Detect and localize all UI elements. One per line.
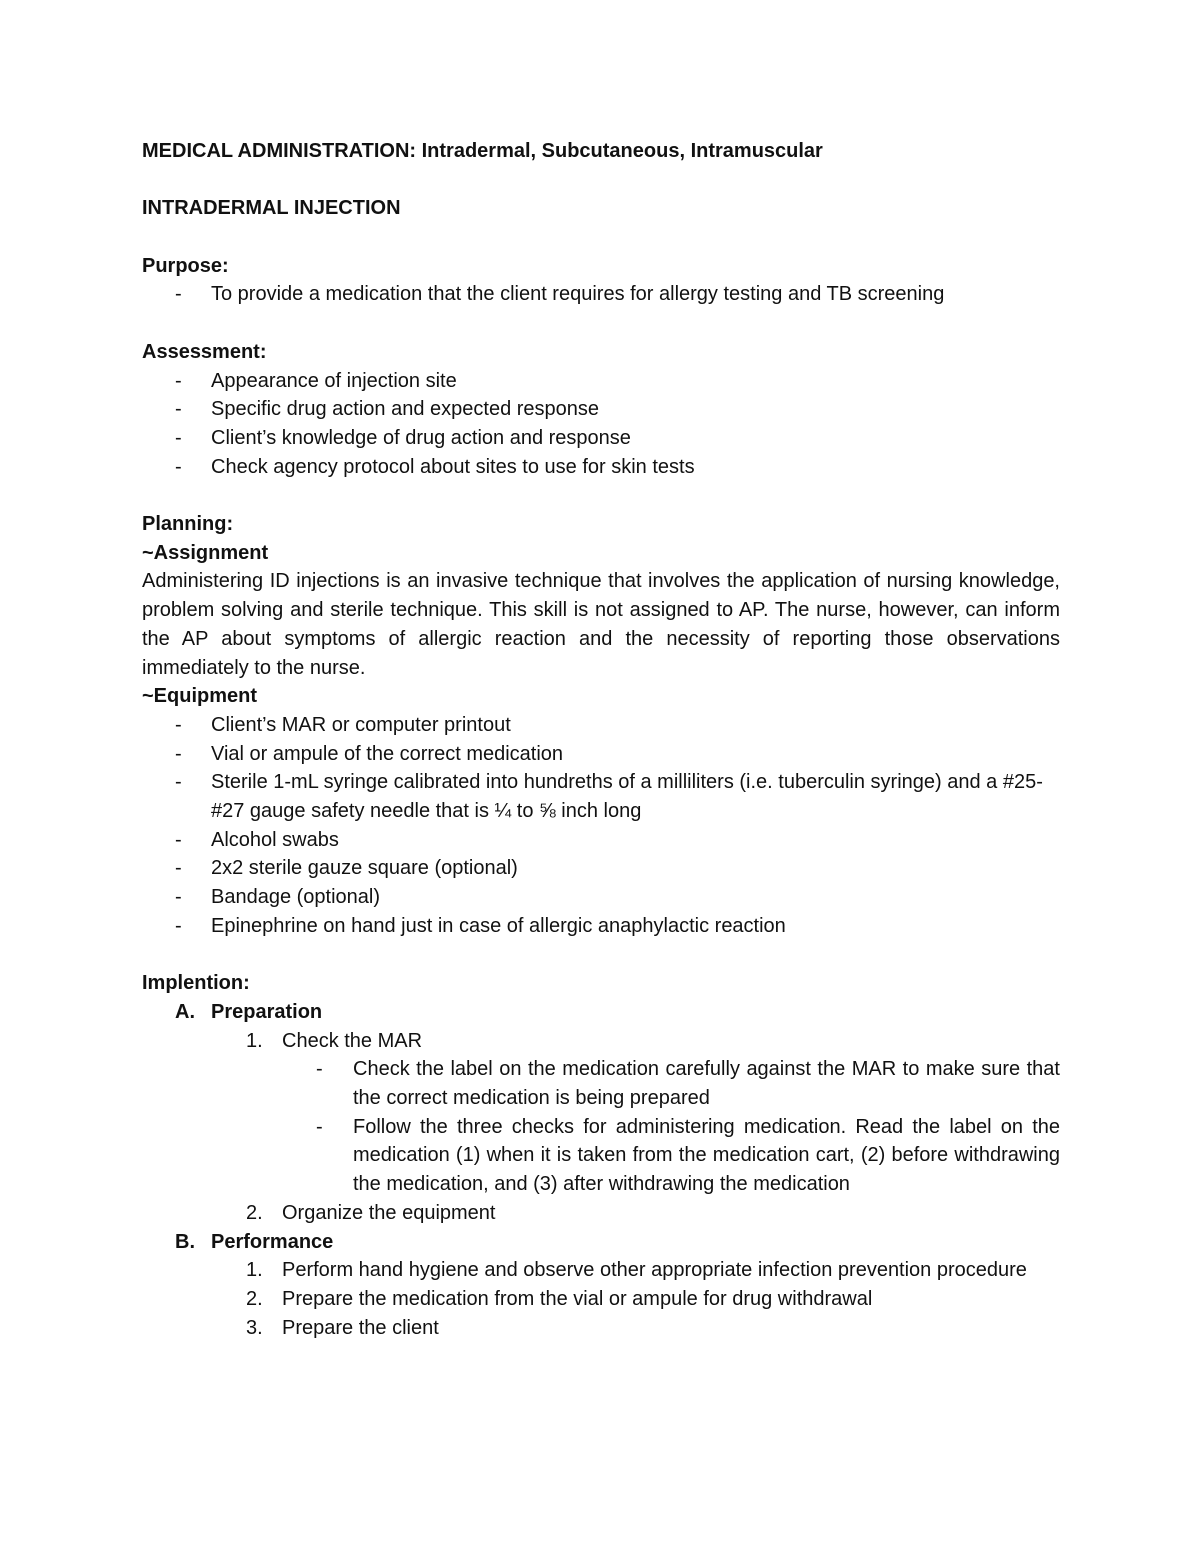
equipment-item: - Client’s MAR or computer printout	[142, 711, 1060, 740]
step-item: 2. Prepare the medication from the vial or ampule for drug withdrawal	[142, 1285, 1060, 1314]
bullet-dash: -	[175, 828, 182, 851]
section-letter: A.	[175, 1000, 195, 1023]
section-title: Performance	[211, 1230, 334, 1253]
equipment-item: - Sterile 1-mL syringe calibrated into hundreths of a milliliters (i.e. tuberculin syringe) and a #25-#27 gauge safety needle that is ¼ to ⅝ inch long	[142, 768, 1060, 825]
step-item: 1. Perform hand hygiene and observe other appropriate infection prevention procedure	[142, 1256, 1060, 1285]
title-bold: MEDICAL ADMINISTRATION	[142, 140, 410, 162]
equipment-item: - Bandage (optional)	[142, 883, 1060, 912]
bullet-dash: -	[316, 1058, 323, 1081]
bullet-dash: -	[175, 914, 182, 937]
section-heading: INTRADERMAL INJECTION	[142, 197, 401, 220]
document-page	[142, 137, 1060, 1342]
bullet-dash: -	[316, 1115, 323, 1138]
purpose-item: - To provide a medication that the client requires for allergy testing and TB screening	[142, 280, 1060, 309]
section-performance	[142, 1228, 1060, 1257]
step-bullet: - Follow the three checks for administering medication. Read the label on the medication (1) when it is taken from the medication cart, (2) before withdrawing the medication, and (3) after withdrawing the medication	[142, 1113, 1060, 1199]
planning-heading: Planning:	[142, 513, 234, 536]
step-number: 2.	[246, 1201, 263, 1224]
equipment-item: - Vial or ampule of the correct medication	[142, 740, 1060, 769]
bullet-dash: -	[175, 283, 182, 306]
implementation-heading: Implention:	[142, 972, 250, 995]
bullet-dash: -	[175, 857, 182, 880]
purpose-heading: Purpose:	[142, 254, 229, 277]
equipment-heading: ~Equipment	[142, 685, 258, 708]
equipment-item: - Alcohol swabs	[142, 826, 1060, 855]
step-number: 3.	[246, 1316, 263, 1339]
assignment-paragraph: Administering ID injections is an invasive technique that involves the application of nursing knowledge, problem solving and sterile technique. This skill is not assigned to AP. The nurse, however, can inform the AP about symptoms of allergic reaction and the necessity of reporting those observations immediately to the nurse.	[142, 570, 1060, 679]
step-item: 2. Organize the equipment	[142, 1199, 1060, 1228]
step-number: 1.	[246, 1029, 263, 1052]
step-number: 1.	[246, 1259, 263, 1282]
equipment-item: - 2x2 sterile gauze square (optional)	[142, 854, 1060, 883]
assessment-heading: Assessment:	[142, 340, 267, 363]
assessment-item: - Client’s knowledge of drug action and response	[142, 424, 1060, 453]
bullet-dash: -	[175, 713, 182, 736]
step-item: 3. Prepare the client	[142, 1314, 1060, 1343]
bullet-dash: -	[175, 886, 182, 909]
step-bullet: - Check the label on the medication carefully against the MAR to make sure that the correct medication is being prepared	[142, 1055, 1060, 1112]
step-number: 2.	[246, 1287, 263, 1310]
bullet-dash: -	[175, 369, 182, 392]
assessment-item: - Check agency protocol about sites to use for skin tests	[142, 453, 1060, 482]
bullet-dash: -	[175, 742, 182, 765]
bullet-dash: -	[175, 771, 182, 794]
assignment-heading: ~Assignment	[142, 541, 269, 564]
section-letter: B.	[175, 1230, 195, 1253]
equipment-item: - Epinephrine on hand just in case of allergic anaphylactic reaction	[142, 912, 1060, 941]
section-title: Preparation	[211, 1000, 323, 1023]
section-preparation	[142, 998, 1060, 1027]
bullet-dash: -	[175, 455, 182, 478]
bullet-dash: -	[175, 398, 182, 421]
assessment-item: - Appearance of injection site	[142, 367, 1060, 396]
step-item: 1. Check the MAR	[142, 1027, 1060, 1056]
bullet-dash: -	[175, 426, 182, 449]
title-rest: : Intradermal, Subcutaneous, Intramuscular	[409, 140, 823, 162]
document-title	[142, 137, 1060, 166]
assessment-item: - Specific drug action and expected response	[142, 395, 1060, 424]
